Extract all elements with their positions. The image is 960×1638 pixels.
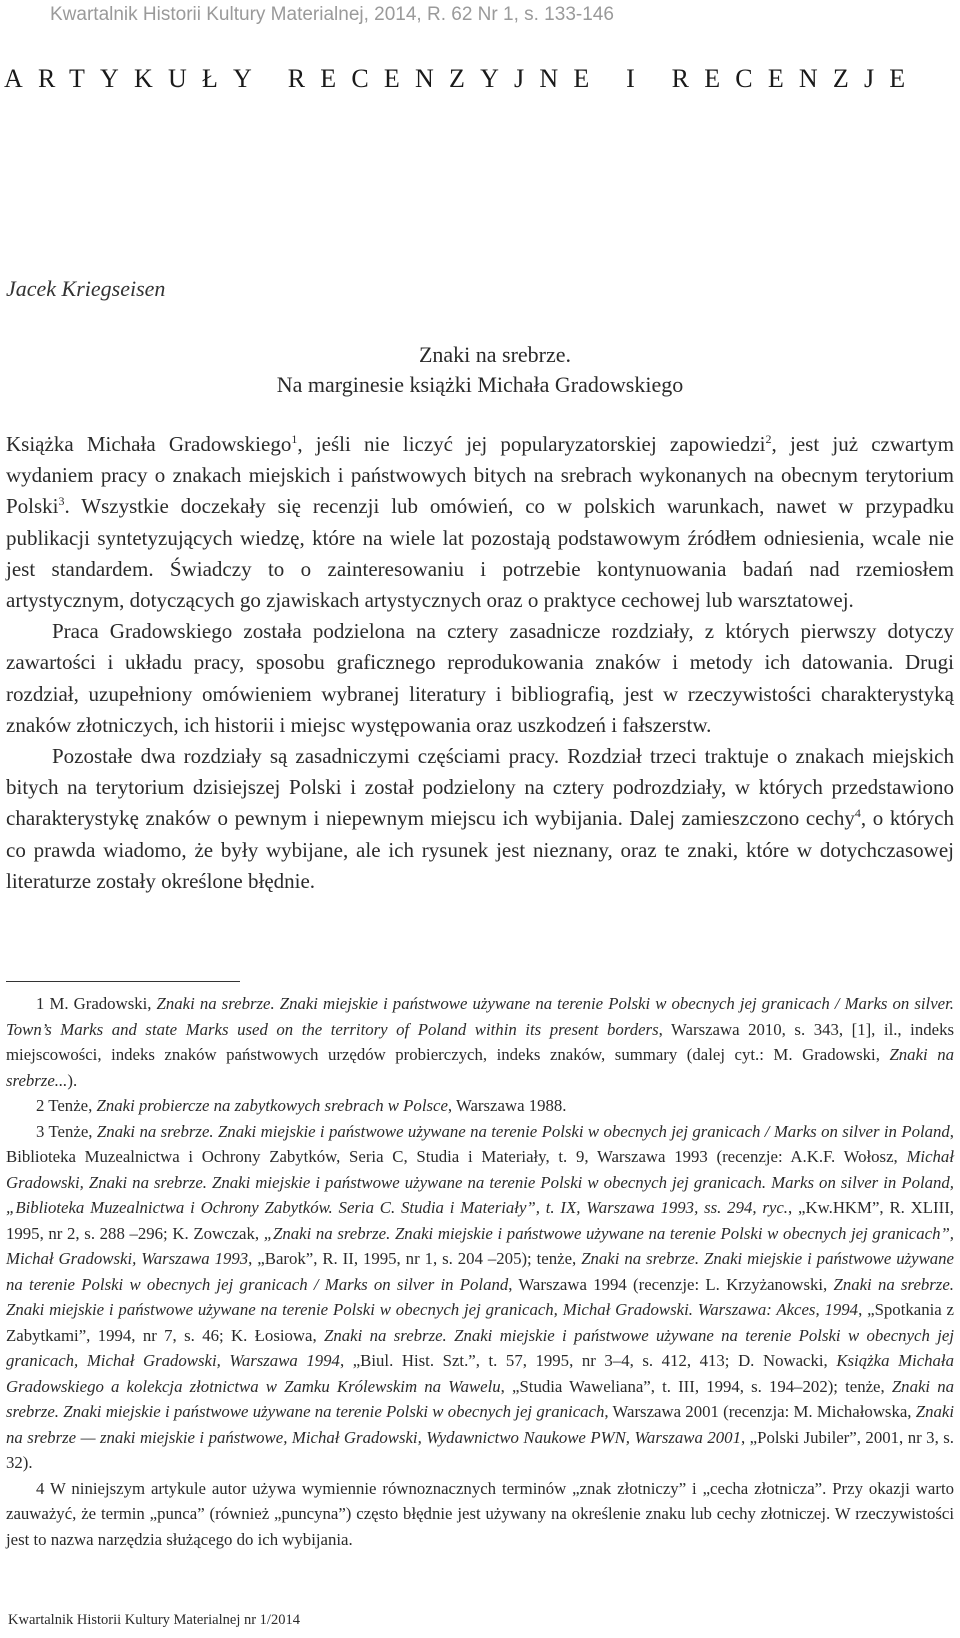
footnote-number: 4	[36, 1478, 45, 1498]
text-run: , o których co prawda wiadomo, że były wybijane, ale ich rysunek jest nieznany, oraz te znaki, które w dotychczasowej literaturze zostały określone błędnie.	[6, 806, 955, 893]
text-run: , Biblioteka Muzealnictwa i Ochrony Zabytków, Seria C, Studia i Materiały, t. 9, Warszawa 1993 (recenzje: A.K.F. Wołosz,	[6, 1121, 954, 1166]
italic-text: Znaki na srebrze...	[6, 1045, 954, 1090]
running-header: Kwartalnik Historii Kultury Materialnej, 2014, R. 62 Nr 1, s. 133-146	[50, 4, 614, 25]
text-run: . Wszystkie doczekały się recenzji lub omówień, co w polskich warunkach, nawet w przypadku publikacji syntetyzujących wiedzę, które na wiele lat pozostają podstawowym źródłem odniesienia, wcale nie jest standardem. Świadczy to o zainteresowaniu i potrzebie kontynuowania badań nad rzemiosłem artystycznym, dotyczących go zjawiskach artystycznych oraz o praktyce cechowej lub warsztatowej.	[6, 494, 954, 613]
italic-text: Książka Michała Gradowskiego a kolekcja złotnictwa w Zamku Królewskim na Wawelu	[6, 1351, 954, 1396]
italic-text: „Znaki na srebrze. Znaki miejskie i państwowe używane na terenie Polski w obecnych jej granicach”, Michał Gradowski, Warszawa 1993	[6, 1223, 954, 1268]
text-run: Pozostałe dwa rozdziały są zasadniczymi częściami pracy. Rozdział trzeci traktuje o znakach miejskich bitych na terytorium dzisiejszej Polski i został podzielony na cztery podrozdziały, w których przedstawiono charakterystykę znaków o pewnym i niepewnym miejscu ich wybijania. Dalej zamieszczono cechy	[6, 744, 954, 831]
footnote-ref: 4	[854, 806, 861, 821]
text-run: , „Kw.HKM”, R. XLIII, 1995, nr 2, s. 288 –296; K. Zowczak,	[6, 1198, 954, 1243]
text-run: , jest już czwartym wydaniem pracy o znakach miejskich i państwowych bitych na srebrach wykonanych na obecnym terytorium Polski	[6, 432, 955, 519]
body-paragraph	[6, 616, 954, 741]
section-title: ARTYKUŁY RECENZYJNE I RECENZJE	[4, 64, 921, 93]
text-run: , „Biul. Hist. Szt.”, t. 57, 1995, nr 3–4, s. 412, 413; D. Nowacki,	[339, 1351, 837, 1370]
italic-text: Znaki na srebrze. Znaki miejskie i państwowe używane na terenie Polski w obecnych jej granicach	[6, 1376, 954, 1421]
footnote-ref: 3	[58, 494, 65, 509]
text-run: Tenże,	[44, 1121, 97, 1141]
footnote-number: 3	[36, 1121, 45, 1141]
footnote-3	[6, 1119, 954, 1476]
text-run: Tenże,	[44, 1096, 97, 1115]
text-run: , Warszawa 1994 (recenzje: L. Krzyżanowski,	[508, 1274, 834, 1294]
footnote-number: 1	[36, 994, 45, 1013]
text-run: Praca Gradowskiego została podzielona na cztery zasadnicze rozdziały, z których pierwszy dotyczy zawartości i układu pracy, sposobu graficznego reprodukowania znaków i metody ich datowania. Drugi rozdział, uzupełniony omówieniem wybranej literatury i bibliografią, jest w rzeczywistości charakterystyką znaków złotniczych, ich historii i miejsc występowania oraz uszkodzeń i fałszerstw.	[6, 619, 954, 737]
body-paragraph	[6, 429, 954, 616]
article-title-line-1: Znaki na srebrze.	[418, 342, 572, 367]
italic-text: Znaki na srebrze. Znaki miejskie i państwowe używane na terenie Polski w obecnych jej granicach / Marks on silver. Town’s Marks and state Marks used on the territory of Poland within its present borders	[6, 994, 954, 1039]
footnote-4	[6, 1476, 954, 1553]
italic-text: Znaki na srebrze — znaki miejskie i państwowe, Michał Gradowski, Wydawnictwo Naukowe PWN, Warszawa 2001	[6, 1402, 954, 1447]
text-run: Książka Michała Gradowskiego	[6, 432, 292, 456]
text-run: , „Barok”, R. II, 1995, nr 1, s. 204 –205); tenże,	[248, 1249, 582, 1268]
text-run: , Warszawa 2001 (recenzja: M. Michałowska,	[604, 1402, 916, 1421]
text-run: W niniejszym artykule autor używa wymiennie równoznacznych terminów „znak złotniczy” i „cecha złotnicza”. Przy okazji warto zauważyć, że termin „punca” (również „puncyna”) często błędnie jest używany na określenie znaku lub cechy złotniczej. W rzeczywistości jest to nazwa narzędzia służącego do ich wybijania.	[6, 1478, 954, 1549]
article-author: Jacek Kriegseisen	[6, 276, 166, 301]
article-body	[6, 429, 954, 897]
text-run: , Warszawa 1988.	[447, 1096, 567, 1115]
italic-text: Znaki na srebrze. Znaki miejskie i państwowe używane na terenie Polski w obecnych jej granicach / Marks on silver in Poland	[6, 1249, 954, 1294]
italic-text: Znaki na srebrze. Znaki miejskie i państwowe używane na terenie Polski w obecnych jej granicach / Marks on silver in Poland	[96, 1121, 950, 1141]
footnote-ref: 1	[291, 432, 298, 446]
footnote-2	[6, 1093, 954, 1119]
footnote-1	[6, 991, 954, 1093]
italic-text: Znaki na srebrze. Znaki miejskie i państwowe używane na terenie Polski w obecnych jej granicach, Michał Gradowski. Warszawa: Akces, 1994	[6, 1274, 954, 1319]
italic-text: Znaki na srebrze. Znaki miejskie i państwowe używane na terenie Polski w obecnych jej granicach, Michał Gradowski, Warszawa 1994	[6, 1325, 954, 1370]
text-run: , Warszawa 2010, s. 343, [1], il., indeks miejscowości, indeks znaków państwowych urzędów probierczych, indeks znaków, summary (dalej cyt.: M. Gradowski,	[6, 1019, 954, 1064]
text-run: , „Studia Waweliana”, t. III, 1994, s. 194–202); tenże,	[500, 1376, 892, 1396]
body-paragraph	[6, 741, 954, 897]
article-title-line-2: Na marginesie książki Michała Gradowskiego	[276, 372, 684, 397]
text-run: , jeśli nie liczyć jej popularyzatorskiej zapowiedzi	[297, 432, 766, 456]
italic-text: Znaki probiercze na zabytkowych srebrach w Polsce	[96, 1096, 448, 1115]
article-title	[0, 340, 960, 400]
footnote-number: 2	[36, 1096, 45, 1115]
text-run: , „Spotkania z Zabytkami”, 1994, nr 7, s. 46; K. Łosiowa,	[6, 1300, 954, 1345]
running-footer: Kwartalnik Historii Kultury Materialnej nr 1/2014	[8, 1612, 300, 1628]
footnote-ref: 2	[765, 432, 772, 446]
footnotes	[6, 991, 954, 1552]
text-run: M. Gradowski,	[44, 994, 157, 1013]
text-run: , „Polski Jubiler”, 2001, nr 3, s. 32).	[6, 1427, 954, 1472]
text-run: ).	[67, 1070, 78, 1090]
italic-text: Michał Gradowski, Znaki na srebrze. Znaki miejskie i państwowe używane na terenie Polski w obecnych jej granicach. Marks on silver in Poland, „Biblioteka Muzealnictwa i Ochrony Zabytków. Seria C. Studia i Materiały”, t. IX, Warszawa 1993, ss. 294, ryc.	[6, 1147, 954, 1217]
footnote-separator	[6, 981, 240, 982]
